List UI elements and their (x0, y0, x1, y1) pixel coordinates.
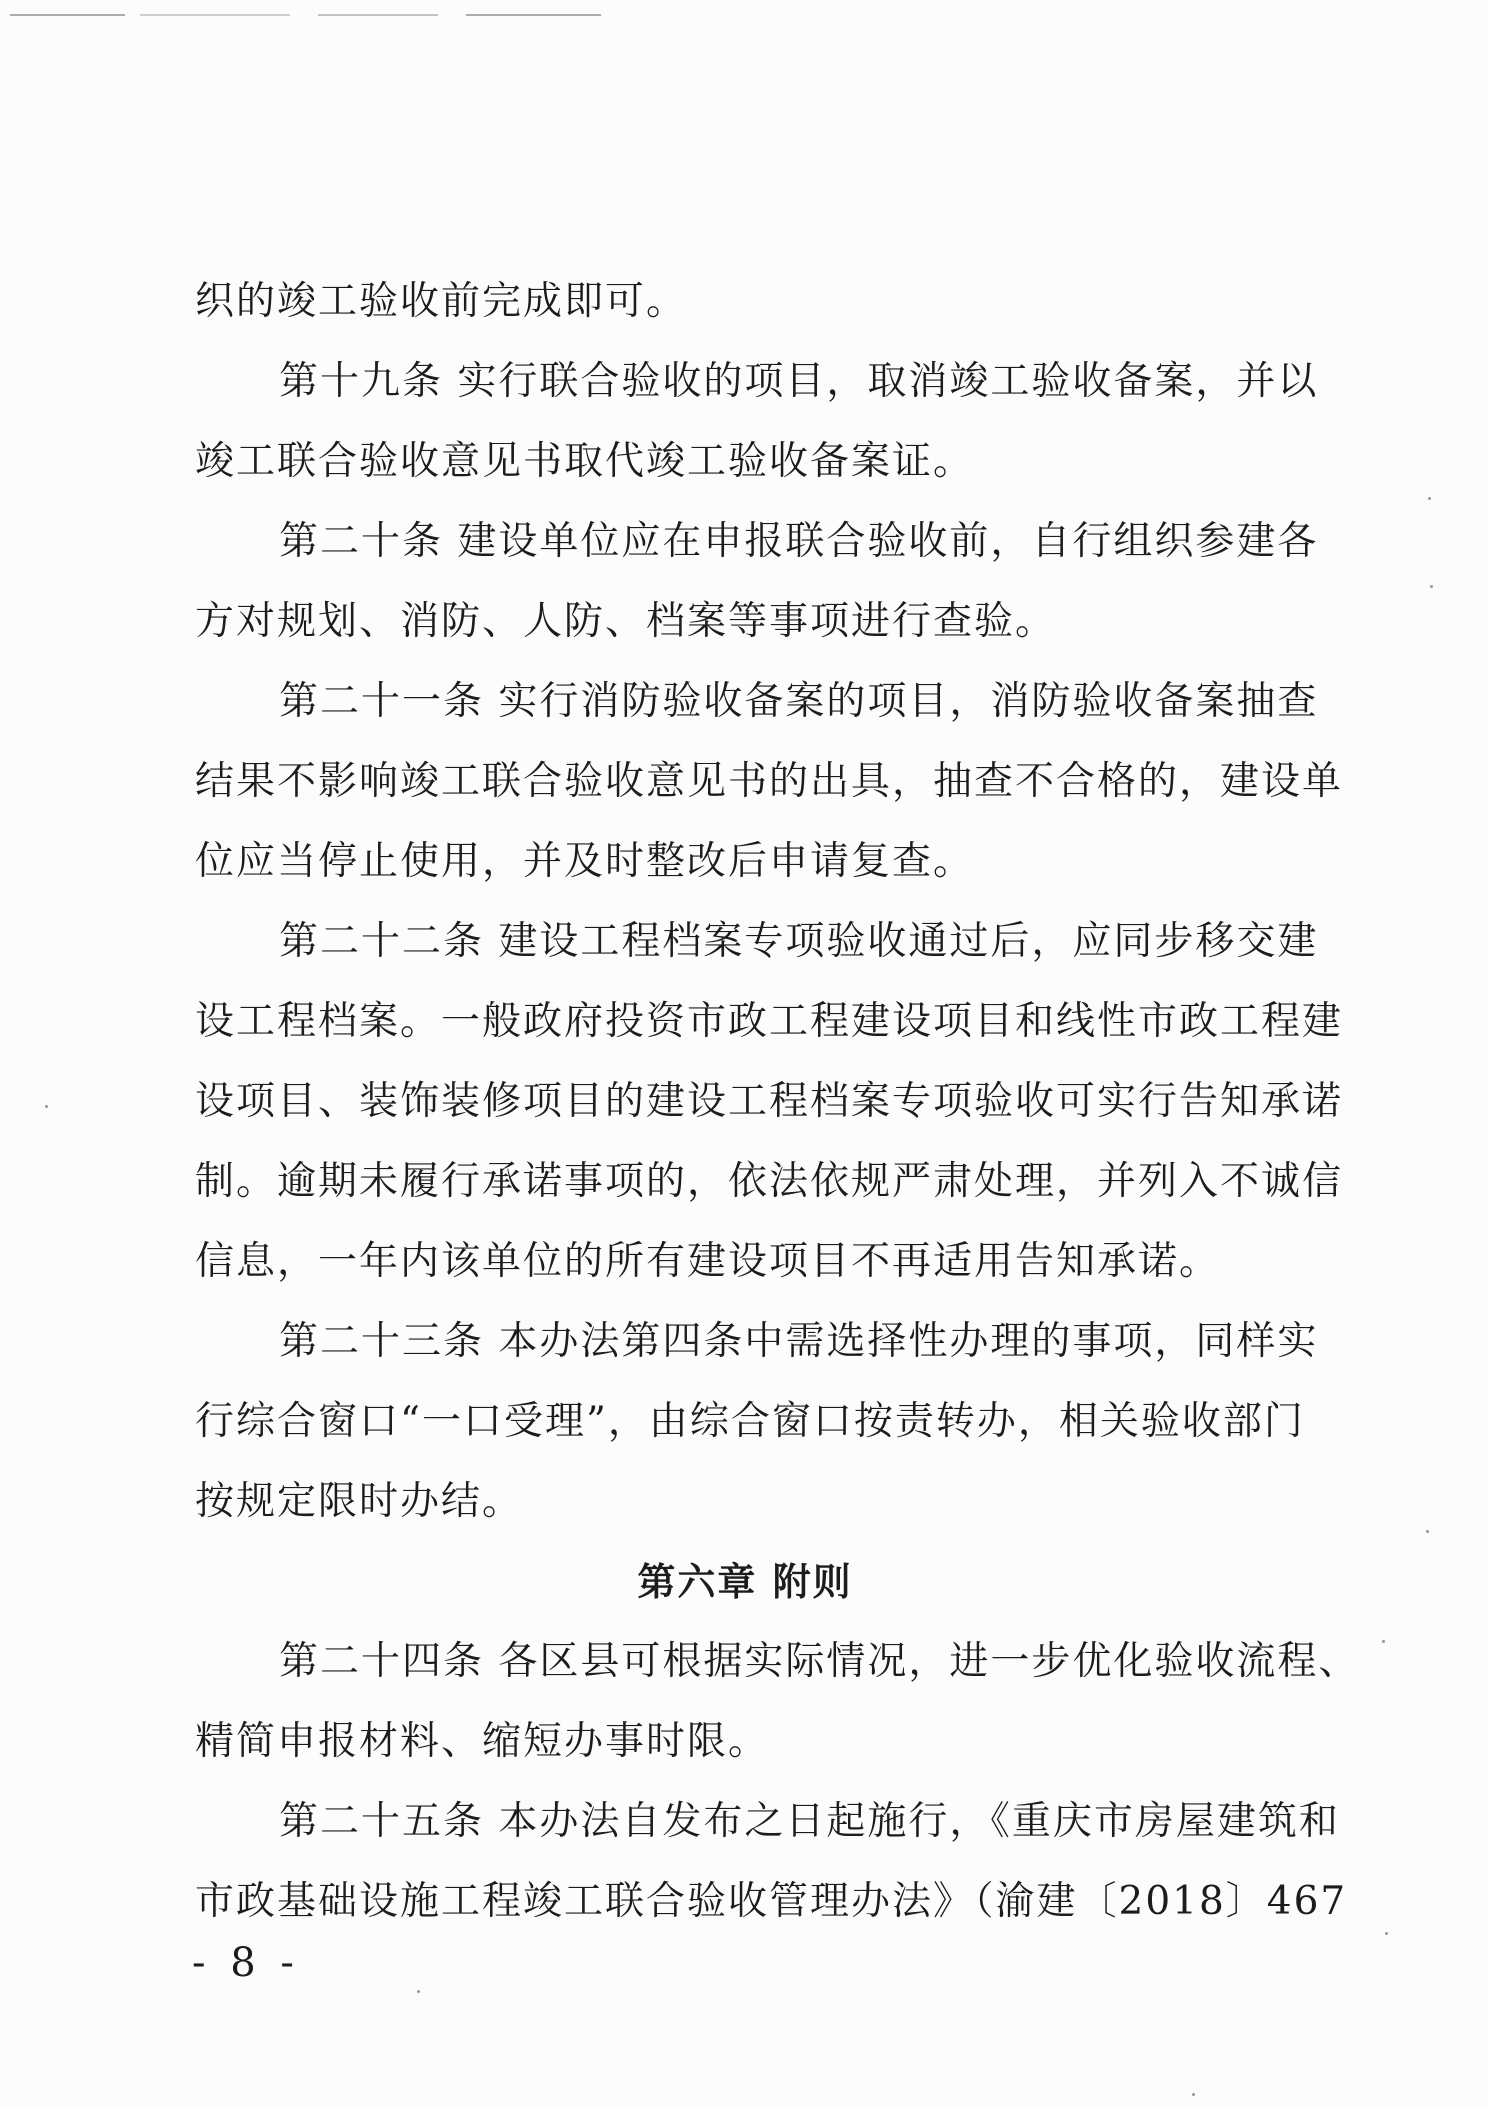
scan-rule-2 (140, 14, 290, 16)
article-25-line-1: 第二十五条 本办法自发布之日起施行，《重庆市房屋建筑和 (279, 1799, 1340, 1844)
article-23-line-3: 按规定限时办结。 (195, 1479, 524, 1524)
scan-speck (1430, 585, 1433, 588)
text-line: 织的竣工验收前完成即可。 (195, 279, 688, 324)
scan-speck (1382, 1640, 1385, 1643)
article-24-line-2: 精简申报材料、缩短办事时限。 (195, 1719, 770, 1764)
scan-speck (1192, 2093, 1195, 2096)
article-19-line-2: 竣工联合验收意见书取代竣工验收备案证。 (195, 439, 975, 484)
chapter-heading: 第六章 附则 (637, 1560, 853, 1604)
article-23-line-2: 行综合窗口“一口受理”，由综合窗口按责转办，相关验收部门 (195, 1399, 1305, 1444)
article-22-line-5: 信息，一年内该单位的所有建设项目不再适用告知承诺。 (195, 1239, 1221, 1284)
article-20-line-2: 方对规划、消防、人防、档案等事项进行查验。 (195, 599, 1057, 644)
scan-rule-1 (10, 14, 125, 16)
scan-speck (1428, 497, 1431, 500)
article-21-line-1: 第二十一条 实行消防验收备案的项目，消防验收备案抽查 (279, 679, 1319, 724)
page-number: - 8 - (192, 1940, 300, 1986)
article-21-line-2: 结果不影响竣工联合验收意见书的出具，抽查不合格的，建设单 (195, 759, 1344, 804)
article-19-line-1: 第十九条 实行联合验收的项目，取消竣工验收备案，并以 (279, 359, 1319, 404)
article-23-line-1: 第二十三条 本办法第四条中需选择性办理的事项，同样实 (279, 1319, 1319, 1364)
scan-speck (45, 1105, 48, 1108)
article-25-line-2: 市政基础设施工程竣工联合验收管理办法》（渝建〔2018〕467 (195, 1879, 1348, 1924)
scan-speck (1385, 1932, 1388, 1935)
scan-rule-3 (318, 14, 438, 16)
article-21-line-3: 位应当停止使用，并及时整改后申请复查。 (195, 839, 975, 884)
scan-speck (1426, 1530, 1429, 1533)
article-24-line-1: 第二十四条 各区县可根据实际情况，进一步优化验收流程、 (279, 1639, 1360, 1684)
article-20-line-1: 第二十条 建设单位应在申报联合验收前，自行组织参建各 (279, 519, 1319, 564)
scan-rule-4 (466, 14, 601, 16)
article-22-line-1: 第二十二条 建设工程档案专项验收通过后，应同步移交建 (279, 919, 1319, 964)
article-22-line-3: 设项目、装饰装修项目的建设工程档案专项验收可实行告知承诺 (195, 1079, 1344, 1124)
article-22-line-2: 设工程档案。一般政府投资市政工程建设项目和线性市政工程建 (195, 999, 1344, 1044)
article-22-line-4: 制。逾期未履行承诺事项的，依法依规严肃处理，并列入不诚信 (195, 1159, 1344, 1204)
scan-speck (417, 1990, 420, 1993)
document-body (195, 262, 1360, 1942)
